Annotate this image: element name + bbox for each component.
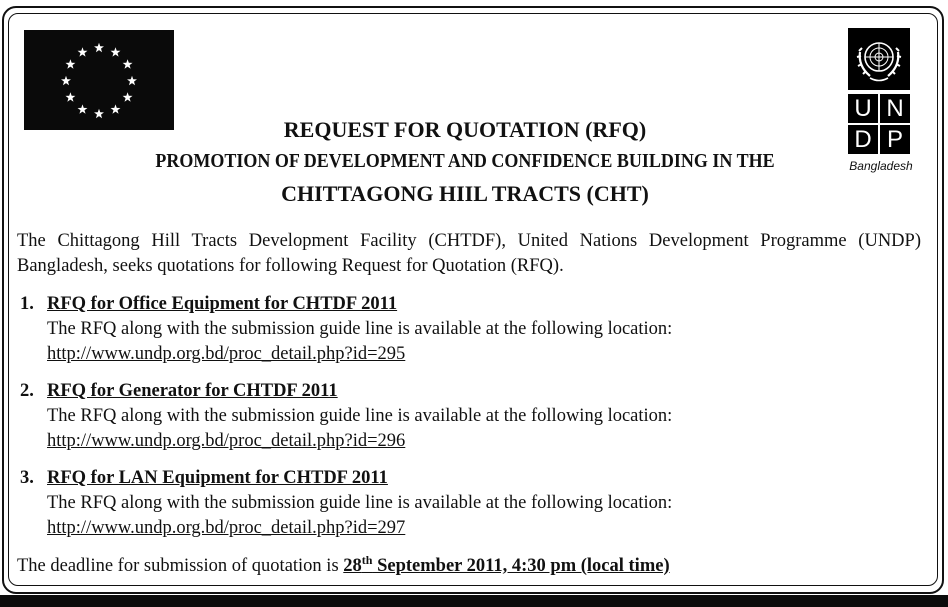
eu-star — [127, 76, 137, 85]
rfq-item-heading — [20, 292, 920, 317]
undp-letter-u: U — [848, 94, 878, 123]
eu-star — [61, 76, 71, 85]
rfq-item-number: 1. — [20, 294, 34, 314]
undp-letter-p: P — [880, 125, 910, 154]
undp-logo — [846, 28, 916, 174]
eu-star — [123, 92, 133, 101]
deadline-statement — [17, 554, 921, 579]
rfq-item-number: 2. — [20, 381, 34, 401]
eu-flag-icon — [24, 30, 174, 130]
undp-country-label: Bangladesh — [849, 159, 913, 173]
deadline-prefix: The deadline for submission of quotation is — [17, 556, 344, 576]
rfq-item-link[interactable]: http://www.undp.org.bd/proc_detail.php?id=296 — [47, 431, 406, 451]
un-emblem-icon — [848, 28, 910, 90]
eu-star — [111, 104, 121, 113]
deadline-date — [343, 552, 670, 576]
rfq-item-link[interactable]: http://www.undp.org.bd/proc_detail.php?id=295 — [47, 344, 406, 364]
deadline-day-suffix: th — [361, 552, 373, 567]
undp-letter-d: D — [848, 125, 878, 154]
rfq-item-title: RFQ for Generator for CHTDF 2011 — [47, 381, 338, 401]
rfq-item-title: RFQ for Office Equipment for CHTDF 2011 — [47, 294, 398, 314]
eu-star — [78, 104, 88, 113]
rfq-item-2 — [20, 379, 920, 454]
rfq-item-title: RFQ for LAN Equipment for CHTDF 2011 — [47, 468, 388, 488]
deadline-rest: September 2011, 4:30 pm (local time) — [372, 556, 670, 576]
eu-star — [94, 109, 104, 118]
rfq-item-3 — [20, 466, 920, 541]
intro-paragraph: The Chittagong Hill Tracts Development Facility (CHTDF), United Nations Development Programme (UNDP) Bangladesh, seeks quotations for following Request for Quotation (RFQ). — [17, 231, 921, 276]
eu-star — [65, 92, 75, 101]
rfq-item-number: 3. — [20, 468, 34, 488]
rfq-item-description: The RFQ along with the submission guide line is available at the following location: — [47, 406, 673, 426]
rfq-item-1 — [20, 292, 920, 367]
eu-star — [78, 47, 88, 56]
rfq-item-link[interactable]: http://www.undp.org.bd/proc_detail.php?id=297 — [47, 518, 406, 538]
rfq-item-description: The RFQ along with the submission guide line is available at the following location: — [47, 493, 673, 513]
bottom-bar — [0, 595, 948, 607]
eu-star — [65, 59, 75, 68]
deadline-day: 28 — [343, 556, 362, 576]
rfq-item-heading — [20, 379, 920, 404]
page-title: REQUEST FOR QUOTATION (RFQ) — [283, 117, 647, 142]
undp-letter-n: N — [880, 94, 910, 123]
eu-star — [123, 59, 133, 68]
rfq-item-heading — [20, 466, 920, 491]
rfq-item-description: The RFQ along with the submission guide line is available at the following location: — [47, 319, 673, 339]
page-subtitle-region: CHITTAGONG HIIL TRACTS (CHT) — [281, 181, 649, 206]
page-subtitle: PROMOTION OF DEVELOPMENT AND CONFIDENCE BUILDING IN THE — [155, 150, 775, 172]
eu-star — [111, 47, 121, 56]
eu-star — [94, 43, 104, 52]
undp-letters — [848, 94, 910, 154]
